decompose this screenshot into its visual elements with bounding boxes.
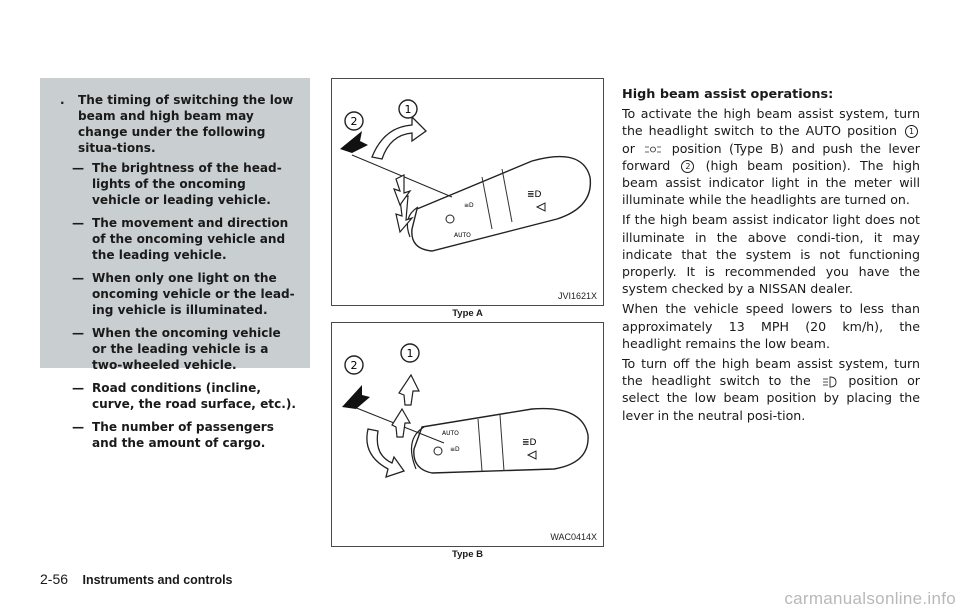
paragraph-activate	[622, 105, 920, 208]
dash: —	[72, 271, 85, 285]
note-item-text: When the oncoming vehicle or the leading vehicle is a two-wheeled vehicle.	[92, 326, 281, 372]
watermark: carmanualsonline.info	[784, 589, 956, 608]
marker-2-a: 2	[350, 115, 358, 128]
note-item-text: When only one light on the oncoming vehicle or the lead-ing vehicle is illuminated.	[92, 271, 295, 317]
p1-text-d: (high beam position). The high beam assist indicator light in the meter will illuminate while the headlights are turned on.	[622, 157, 920, 208]
figure-code-a: JVI1621X	[557, 291, 597, 301]
note-item	[58, 160, 298, 208]
headlight-icon	[822, 376, 838, 388]
note-item	[58, 380, 298, 412]
page-number: 2-56	[40, 571, 69, 587]
marker-2-b: 2	[350, 359, 358, 372]
p1-text-c: position (Type B) and push the lever forward	[622, 140, 920, 173]
figure-code-b: WAC0414X	[550, 532, 597, 542]
marker-1-b: 1	[406, 347, 414, 360]
dash: —	[72, 161, 85, 175]
note-item-text: Road conditions (incline, curve, the road surface, etc.).	[92, 381, 296, 411]
paragraph-indicator: If the high beam assist indicator light does not illuminate in the above condi-tion, it may indicate that the system is not functioning properly. It is recommended you have the system checked by a NISSAN dealer.	[622, 212, 920, 297]
parking-light-icon	[644, 145, 662, 154]
svg-text:≡D: ≡D	[450, 446, 460, 453]
note-box	[40, 78, 310, 450]
page-footer	[40, 571, 233, 589]
dash: —	[72, 326, 85, 340]
note-bullet: .	[60, 93, 65, 107]
figure-type-b	[331, 322, 604, 547]
svg-text:≡D: ≡D	[464, 202, 474, 209]
dash: —	[72, 216, 85, 230]
marker-1-a: 1	[404, 103, 412, 116]
p1-text-a: To activate the high beam assist system, turn the headlight switch to the AUTO position	[622, 106, 920, 139]
right-column	[622, 86, 920, 427]
headlight-lever-illustration-a	[332, 79, 603, 305]
section-title: Instruments and controls	[82, 573, 233, 587]
section-heading: High beam assist operations:	[622, 87, 834, 102]
p4-text-b: position or select the low beam position by placing the lever in the neutral posi-tion.	[622, 373, 920, 423]
note-item	[58, 270, 298, 318]
svg-text:≣D: ≣D	[522, 438, 537, 448]
circled-number-1: 1	[905, 125, 918, 138]
dash: —	[72, 420, 85, 434]
paragraph-speed: When the vehicle speed lowers to less than approximately 13 MPH (20 km/h), the headlight remains the low beam.	[622, 301, 920, 351]
note-list	[58, 160, 298, 451]
figure-type-a	[331, 78, 604, 306]
caption-type-a: Type A	[452, 308, 483, 319]
circled-number-2: 2	[681, 160, 694, 173]
dash: —	[72, 381, 85, 395]
note-item-text: The brightness of the head-lights of the oncoming vehicle or leading vehicle.	[92, 161, 282, 207]
note-item-text: The movement and direction of the oncoming vehicle and the leading vehicle.	[92, 216, 289, 262]
auto-label-a: AUTO	[454, 232, 471, 239]
note-item	[58, 325, 298, 373]
caption-type-b: Type B	[452, 549, 483, 560]
headlight-lever-illustration-b	[332, 323, 603, 546]
note-item	[58, 215, 298, 263]
p4-text-a: To turn off the high beam assist system, turn the headlight switch to the	[622, 356, 920, 389]
note-main	[58, 92, 298, 156]
note-main-text: The timing of switching the low beam and high beam may change under the following situa-tions.	[78, 93, 294, 155]
note-item-text: The number of passengers and the amount of cargo.	[92, 420, 274, 450]
note-item	[58, 419, 298, 451]
paragraph-turn-off	[622, 355, 920, 424]
auto-label-b: AUTO	[442, 430, 459, 437]
svg-text:≣D: ≣D	[527, 190, 542, 200]
p1-text-b: or	[622, 140, 635, 156]
